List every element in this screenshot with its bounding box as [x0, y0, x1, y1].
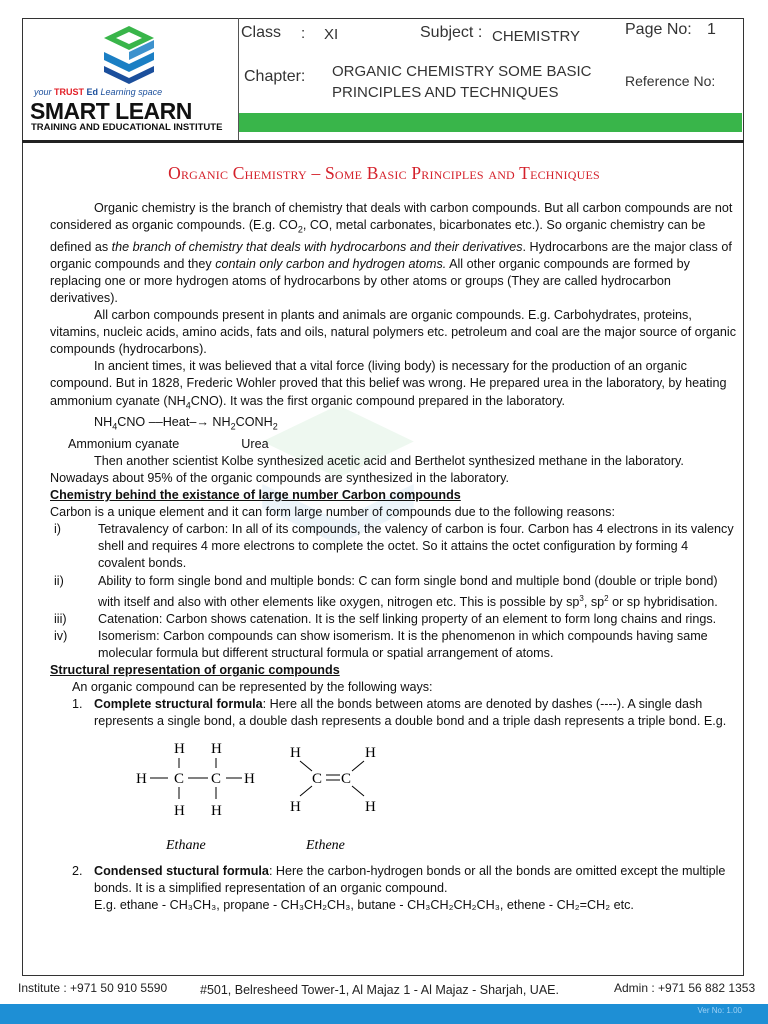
smart-learn-logo-icon	[96, 22, 162, 86]
list-item: ii) Ability to form single bond and multiple bonds: C can form single bond and multiple bond (double or triple bond) with itself and also with other elements like oxygen, nitrogen etc. This is possible by $sp^3$, $sp^2$ or sp hybridisation.	[54, 573, 718, 609]
representation-list	[50, 696, 736, 730]
admin-phone: Admin : +971 56 882 1353	[614, 981, 756, 995]
list-item: iv) Isomerism: Carbon compounds can show isomerism. It is the phenomenon in which compounds having same molecular formula but different structural formula or spatial arrangement of atoms.	[54, 628, 708, 661]
section-heading-carbon-compounds: Chemistry behind the existance of large number Carbon compounds	[50, 488, 461, 503]
header-bottom-rule	[22, 140, 744, 143]
svg-text:H: H	[211, 802, 222, 819]
logo-tagline: your TRUST Ed Learning space	[34, 87, 163, 97]
ethene-structure	[290, 745, 376, 853]
version-number: Ver No: 1.00	[697, 1006, 742, 1015]
footer-blue-bar	[0, 1004, 768, 1024]
svg-text:C: C	[341, 770, 352, 787]
svg-text:H: H	[211, 740, 222, 757]
class-colon: :	[301, 25, 306, 42]
ethene-label: Ethene	[306, 837, 345, 853]
svg-text:C: C	[211, 770, 222, 787]
urea-equation-labels: Ammonium cyanate Urea	[68, 436, 269, 451]
chapter-label: Chapter:	[244, 68, 306, 85]
list-item: 1. Complete structural formula: Here all the bonds between atoms are denoted by dashes (----). A single dash represents a single bond, a double dash represents a double bond and a triple dash represents a triple bond. E.g.	[72, 697, 727, 729]
paragraph-definition: Organic chemistry is the branch of chemistry that deals with carbon compounds. But all carbon compounds are not considered as organic compounds. (E.g. $CO_2$, CO, metal carbonates, bicarbonates etc.). So organic chemistry can be defined as the branch of chemistry that deals with hydrocarbons and their derivatives. Hydrocarbons are the major class of organic compounds and they contain only carbon and hydrogen atoms. All other organic compounds are formed by replacing one or more hydrogen atoms of hydrocarbons by other atoms or groups (They are called hydrocarbon derivatives).	[50, 201, 733, 305]
svg-text:H: H	[365, 798, 376, 815]
chapter-line-2: PRINCIPLES AND TECHNIQUES	[332, 84, 559, 101]
svg-text:H: H	[290, 744, 301, 761]
class-value: XI	[324, 26, 339, 43]
header-green-bar	[239, 113, 742, 132]
svg-text:H: H	[174, 802, 185, 819]
paragraph-history: In ancient times, it was believed that a vital force (living body) is necessary for the production of an organic compound. But in 1828, Frederic Wohler proved that this belief was wrong. He prepared urea in the laboratory, by heating ammonium cyanate $(NH_4CNO)$. It was the first organic compound prepared in the laboratory.	[50, 359, 727, 411]
svg-text:H: H	[244, 770, 255, 787]
structural-formula-diagram	[50, 731, 736, 863]
page-footer	[0, 978, 768, 1002]
main-content	[50, 200, 736, 914]
institute-phone: Institute : +971 50 910 5590	[18, 981, 168, 995]
page-no-value: 1	[707, 21, 716, 38]
page-no-label: Page No:	[625, 21, 692, 38]
list-item: iii) Catenation: Carbon shows catenation. It is the self linking property of an element to form long chains and rings.	[54, 611, 717, 626]
chapter-line-1: ORGANIC CHEMISTRY SOME BASIC	[332, 63, 592, 80]
urea-equation: $NH_4CNO$ ––Heat–→ $NH_2CONH_2$	[94, 415, 278, 432]
list-item: i) Tetravalency of carbon: In all of its compounds, the valency of carbon is four. Carbon has 4 electrons in its valency shell and requires 4 more electrons to complete the octet. So it attains the octet configuration by forming 4 covalent bonds.	[54, 522, 734, 571]
brand-subtitle: TRAINING AND EDUCATIONAL INSTITUTE	[31, 122, 223, 133]
subject-value: CHEMISTRY	[492, 28, 581, 45]
paragraph-sources: All carbon compounds present in plants and animals are organic compounds. E.g. Carbohydrates, proteins, vitamins, nucleic acids, amino acids, fats and oils, natural polymers etc. petroleum and coal are the major source of organic compounds (hydrocarbons).	[50, 308, 736, 357]
svg-text:H: H	[174, 740, 185, 757]
svg-text:C: C	[312, 770, 323, 787]
svg-text:H: H	[290, 798, 301, 815]
reasons-list	[50, 521, 736, 662]
svg-text:C: C	[174, 770, 185, 787]
list-item: 2. Condensed stuctural formula: Here the carbon-hydrogen bonds or all the bonds are omitted except the multiple bonds. It is a simplified representation of an organic compound. E.g. ethane - CH₃CH₃, propane - CH₃CH₂CH₃, butane - CH₃CH₂CH₂CH₃, ethene - CH₂=CH₂ etc.	[72, 863, 726, 912]
page-title: Organic Chemistry – Some Basic Principles and Techniques	[168, 163, 600, 183]
section-intro-reasons: Carbon is a unique element and it can form large number of compounds due to the following reasons:	[50, 505, 615, 520]
svg-text:H: H	[365, 744, 376, 761]
ethane-structure	[136, 741, 255, 853]
representation-list-continued	[50, 863, 736, 914]
class-label: Class	[241, 24, 282, 41]
subject-label: Subject :	[420, 24, 483, 41]
ethane-label: Ethane	[166, 837, 206, 853]
reference-label: Reference No:	[625, 73, 716, 89]
svg-text:H: H	[136, 770, 147, 787]
institute-address: #501, Belresheed Tower-1, Al Majaz 1 - Al Majaz - Sharjah, UAE.	[200, 983, 559, 997]
section-intro-representation: An organic compound can be represented by the following ways:	[72, 680, 433, 695]
paragraph-synthesis: Then another scientist Kolbe synthesized acetic acid and Berthelot synthesized methane in the laboratory. Nowadays about 95% of the organic compounds are synthesized in the laboratory.	[50, 453, 684, 485]
brand-name: SMART LEARN	[30, 98, 192, 124]
section-heading-structural-representation: Structural representation of organic compounds	[50, 663, 340, 678]
